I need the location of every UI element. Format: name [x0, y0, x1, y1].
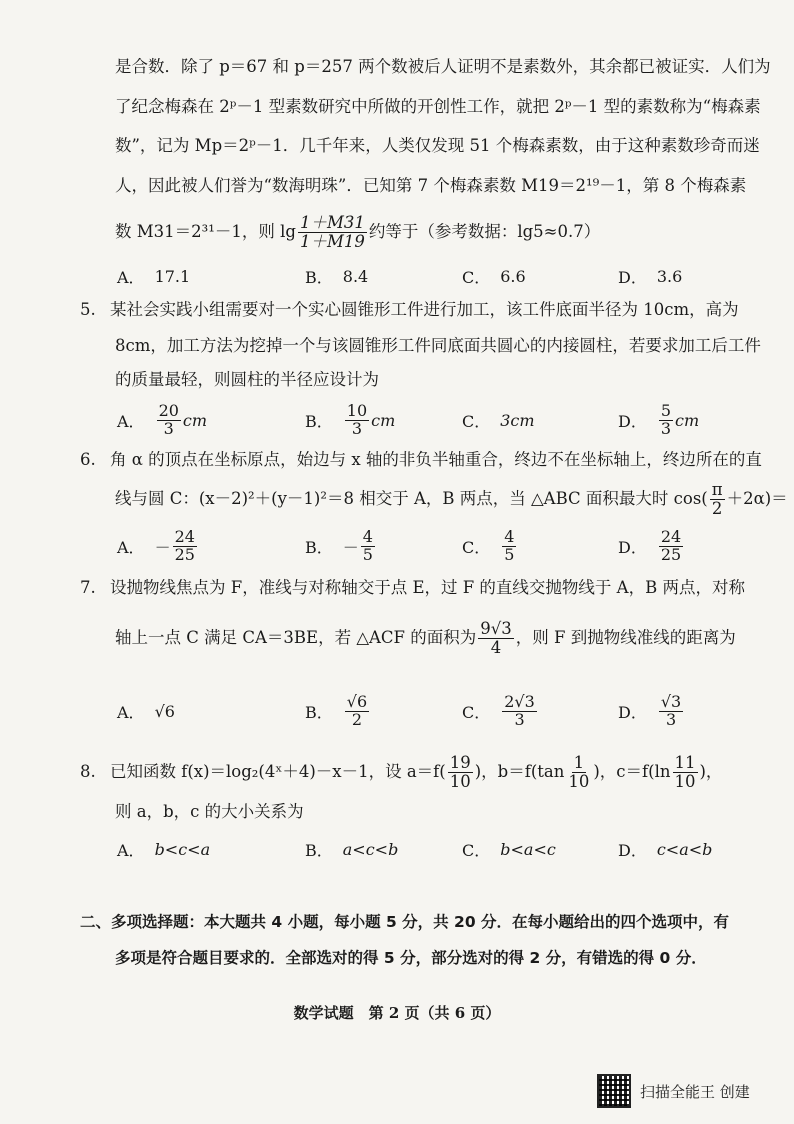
- q4-text-line-3: 数”，记为 Mp＝2ᵖ－1．几千年来，人类仅发现 51 个梅森素数，由于这种素数珍奇而迷: [115, 136, 760, 155]
- q8-line1-part-b: )，b＝f(tan: [474, 762, 565, 781]
- q4-options: [117, 254, 754, 298]
- option-value: b<c<a: [154, 839, 211, 859]
- fraction-numerator: π: [711, 480, 723, 500]
- option-label: B．: [305, 411, 333, 431]
- option-value: c<a<b: [656, 839, 713, 859]
- q5-text: 某社会实践小组需要对一个实心圆锥形工件进行加工，该工件底面半径为 10cm，高为: [110, 300, 739, 319]
- option-value: a<c<b: [342, 839, 399, 859]
- option-value: 17.1: [154, 266, 191, 286]
- q8-fraction-b: [566, 754, 591, 790]
- option-value: 3.6: [656, 266, 683, 286]
- q7-option-d[interactable]: [618, 689, 685, 733]
- q8-line-1: [80, 750, 754, 794]
- q7-number: 7.: [80, 578, 96, 597]
- q8-option-b[interactable]: [305, 827, 398, 871]
- q6-fraction: [710, 481, 725, 517]
- q5-line-3: 的质量最轻，则圆柱的半径应设计为: [115, 370, 379, 389]
- option-unit: cm: [182, 410, 208, 430]
- option-label: D．: [618, 702, 647, 722]
- option-label: C．: [462, 702, 491, 722]
- q7-line-1: [80, 576, 754, 600]
- q7-options: [117, 689, 754, 733]
- fraction-numerator: 9√3: [480, 619, 512, 639]
- q5-option-c[interactable]: [462, 398, 535, 442]
- q4-option-c[interactable]: [462, 254, 526, 298]
- q7-line-2: [115, 616, 754, 660]
- q5-option-b[interactable]: [305, 398, 395, 442]
- q5-line-2: 8cm，加工方法为挖掉一个与该圆锥形工件同底面共圆心的内接圆柱，若要求加工后工件: [115, 336, 761, 355]
- option-fraction: [361, 526, 375, 564]
- option-fraction: [345, 400, 369, 438]
- q8-number: 8.: [80, 762, 96, 781]
- fraction-numerator: 5: [660, 400, 672, 420]
- fraction-denominator: 10: [449, 771, 471, 791]
- q4-option-d[interactable]: [618, 254, 682, 298]
- q8-line1-part-e: )，: [699, 762, 723, 781]
- option-label: C．: [462, 840, 491, 860]
- q5-options: [117, 398, 754, 442]
- q6-text: 角 α 的顶点在坐标原点，始边与 x 轴的非负半轴重合，终边不在坐标轴上，终边所在的直: [110, 450, 762, 469]
- fraction-denominator: 10: [568, 771, 590, 791]
- q4-text-line-5: [115, 212, 754, 252]
- q4-text-line-2: 了纪念梅森在 2ᵖ－1 型素数研究中所做的开创性工作，就把 2ᵖ－1 型的素数称为“梅森素: [115, 97, 761, 116]
- option-fraction: [659, 691, 683, 729]
- q4-option-a[interactable]: [117, 254, 190, 298]
- q5-line-1: [80, 298, 754, 322]
- option-label: D．: [618, 267, 647, 287]
- option-label: D．: [618, 840, 647, 860]
- q4-text-line-1: 是合数．除了 p＝67 和 p＝257 两个数被后人证明不是素数外，其余都已被证实．人们为: [115, 57, 771, 76]
- option-sign: －: [154, 537, 171, 557]
- q7-line2-lead: 轴上一点 C 满足 CA＝3BE，若 △ACF 的面积为: [115, 628, 477, 647]
- q8-line-2: 则 a，b，c 的大小关系为: [115, 802, 304, 821]
- fraction-denominator: 3: [665, 709, 677, 729]
- option-label: C．: [462, 267, 491, 287]
- fraction-numerator: 4: [362, 526, 373, 546]
- option-label: C．: [462, 411, 491, 431]
- fraction-denominator: 5: [362, 544, 373, 564]
- fraction-numerator: √3: [660, 691, 682, 711]
- option-fraction: [502, 691, 537, 729]
- fraction-numerator: 10: [346, 400, 368, 420]
- q6-option-d[interactable]: [618, 524, 685, 568]
- q6-line2-tail: ＋2α)＝: [726, 489, 788, 508]
- q6-line-1: [80, 448, 762, 472]
- fraction-denominator: 25: [660, 544, 682, 564]
- option-value: b<a<c: [500, 839, 556, 859]
- option-label: B．: [305, 267, 333, 287]
- q5-option-a[interactable]: [117, 398, 207, 442]
- option-label: C．: [462, 537, 491, 557]
- option-fraction: [659, 400, 673, 438]
- option-value: 6.6: [500, 266, 526, 286]
- option-label: A．: [117, 537, 145, 557]
- fraction-denominator: 3: [514, 709, 525, 729]
- scanner-watermark: 扫描全能王 创建: [640, 1083, 750, 1101]
- q7-line2-tail: ，则 F 到抛物线准线的距离为: [515, 628, 736, 647]
- option-fraction: [157, 400, 181, 438]
- option-label: A．: [117, 267, 145, 287]
- fraction-denominator: 2: [711, 498, 723, 518]
- option-unit: cm: [675, 410, 700, 430]
- fraction-denominator: 10: [674, 771, 696, 791]
- fraction-numerator: 19: [449, 753, 471, 773]
- q4-fraction-numerator: 1＋M31: [299, 213, 365, 233]
- fraction-denominator: 3: [351, 418, 363, 438]
- option-label: B．: [305, 537, 333, 557]
- option-label: A．: [117, 411, 145, 431]
- q4-option-b[interactable]: [305, 254, 368, 298]
- q7-fraction: [478, 620, 514, 656]
- fraction-denominator: 25: [174, 544, 195, 564]
- q8-option-a[interactable]: [117, 827, 210, 871]
- qr-code-icon: [597, 1074, 631, 1108]
- option-fraction: [173, 526, 197, 564]
- q6-option-a[interactable]: [117, 524, 199, 568]
- q5-number: 5.: [80, 300, 96, 319]
- q4-text-line-4: 人，因此被人们誉为“数海明珠”．已知第 7 个梅森素数 M19＝2¹⁹－1，第 8 个梅森素: [115, 176, 747, 195]
- q7-option-b[interactable]: [305, 689, 371, 733]
- option-fraction: [502, 526, 516, 564]
- fraction-denominator: 5: [504, 544, 515, 564]
- page-footer: 数学试题 第 2 页（共 6 页）: [293, 1004, 501, 1022]
- option-label: B．: [305, 702, 333, 722]
- q8-line1-part-c: )，c＝f(ln: [593, 762, 671, 781]
- q8-line1-part-a: 已知函数 f(x)＝log₂(4ˣ＋4)－x－1，设 a＝f(: [110, 762, 446, 781]
- q4-fraction: [298, 214, 367, 250]
- option-value: 8.4: [342, 266, 369, 286]
- option-label: D．: [618, 537, 647, 557]
- q8-fraction-c: [673, 754, 698, 790]
- option-value: √6: [154, 701, 175, 721]
- fraction-denominator: 4: [490, 637, 502, 657]
- option-unit: cm: [371, 410, 396, 430]
- q4-fraction-denominator: 1＋M19: [299, 231, 365, 251]
- option-label: D．: [618, 411, 647, 431]
- fraction-numerator: 24: [174, 526, 195, 546]
- option-fraction: [659, 526, 683, 564]
- option-sign: －: [342, 537, 359, 557]
- fraction-numerator: 1: [573, 753, 585, 773]
- fraction-numerator: 20: [158, 400, 179, 420]
- fraction-numerator: 11: [674, 753, 696, 773]
- q7-text: 设抛物线焦点为 F，准线与对称轴交于点 E，过 F 的直线交抛物线于 A，B 两点，对称: [110, 578, 745, 597]
- fraction-numerator: 24: [660, 526, 682, 546]
- fraction-numerator: 4: [504, 526, 515, 546]
- q6-option-c[interactable]: [462, 524, 518, 568]
- q6-option-b[interactable]: [305, 524, 377, 568]
- q7-option-a[interactable]: [117, 689, 175, 733]
- q8-option-c[interactable]: [462, 827, 556, 871]
- fraction-denominator: 3: [163, 418, 174, 438]
- option-fraction: [345, 691, 369, 729]
- fraction-denominator: 3: [660, 418, 672, 438]
- q4-line5-lead: 数 M31＝2³¹－1，则 lg: [115, 222, 296, 241]
- fraction-numerator: √6: [346, 691, 368, 711]
- option-label: A．: [117, 702, 145, 722]
- fraction-numerator: 2√3: [504, 691, 535, 711]
- option-value: 3cm: [500, 410, 535, 430]
- q6-options: [117, 524, 754, 568]
- q5-option-d[interactable]: [618, 398, 699, 442]
- q8-options: [117, 827, 754, 871]
- q8-option-d[interactable]: [618, 827, 712, 871]
- q4-line5-tail: 约等于（参考数据：lg5≈0.7）: [368, 222, 601, 241]
- q8-fraction-a: [448, 754, 473, 790]
- option-label: B．: [305, 840, 333, 860]
- section-2-instructions-line-2: 多项是符合题目要求的．全部选对的得 5 分，部分选对的得 2 分，有错选的得 0 分．: [115, 949, 707, 967]
- section-2-instructions-line-1: 二、多项选择题：本大题共 4 小题，每小题 5 分，共 20 分．在每小题给出的四个选项中，有: [80, 913, 730, 931]
- q6-line2-lead: 线与圆 C：(x－2)²＋(y－1)²＝8 相交于 A，B 两点，当 △ABC 面积最大时 cos(: [115, 489, 708, 508]
- fraction-denominator: 2: [351, 709, 363, 729]
- q6-number: 6.: [80, 450, 96, 469]
- q7-option-c[interactable]: [462, 689, 539, 733]
- option-label: A．: [117, 840, 145, 860]
- q6-line-2: [115, 478, 788, 520]
